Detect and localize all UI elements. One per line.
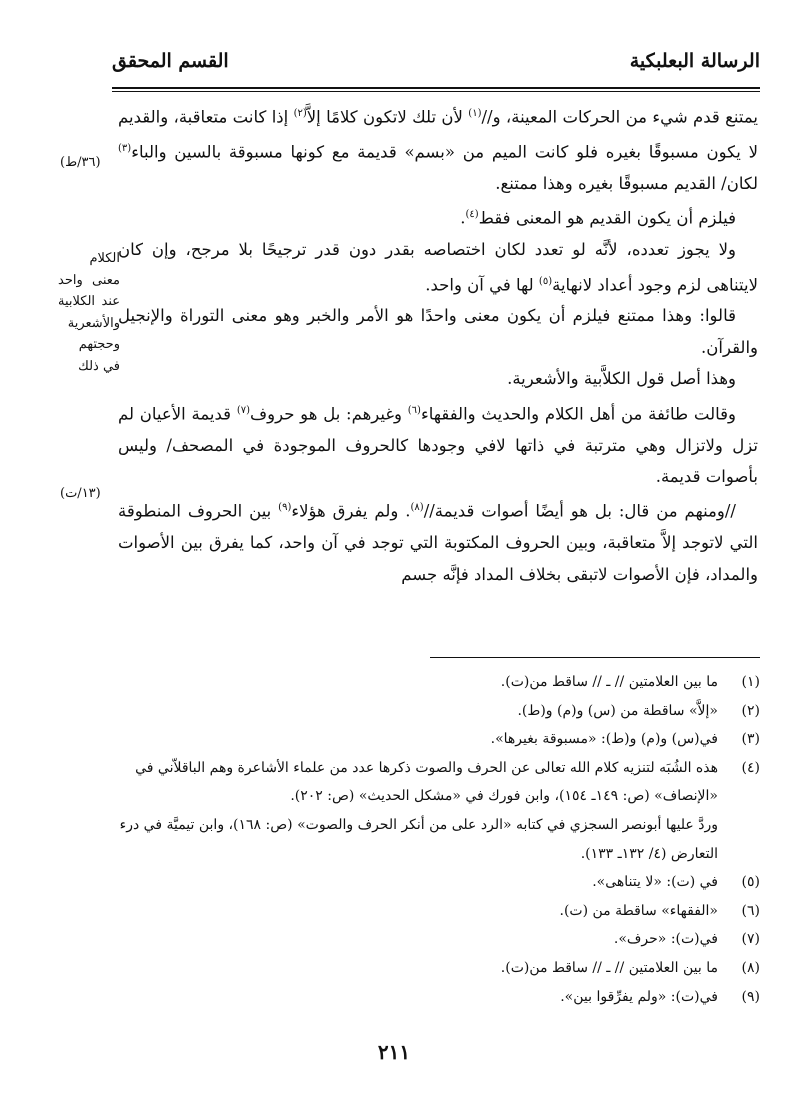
footnote-number: (٢) <box>741 702 760 719</box>
footnote-number: (٤) <box>741 759 760 776</box>
footnote-text: في(س) و(م) و(ط): «مسبوقة بغيرها». <box>490 731 718 748</box>
paragraph-1: يمتنع قدم شيء من الحركات المعينة، و//$^{(١)}$ لأن تلك لاتكون كلامًا إلاَّ$^{(٢)}$ إذا كانت متعاقبة، والقديم لا يكون مسبوقًا بغيره فلو كانت الميم من «بسم» قديمة مع كونها مسبوقة بالسين والباء$^{(٣)}$ لكان/ القديم مسبوقًا بغيره وهذا ممتنع. <box>118 107 758 193</box>
footnote-number: (٥) <box>741 874 760 891</box>
footnote-marker-6: (٦) <box>407 404 421 416</box>
footnote-marker-2: (٢) <box>293 108 307 119</box>
footnote-marker-4: (٤) <box>465 209 479 221</box>
book-title: الرسالة البعلبكية <box>629 50 760 72</box>
footnote-item <box>112 754 760 811</box>
page-number: ٢١١ <box>377 1040 411 1064</box>
footnote-item <box>112 697 760 726</box>
paragraph-7: //ومنهم من قال: بل هو أيضًا أصوات قديمة//$^{(٨)}$. ولم يفرق هؤلاء$^{(٩)}$ بين الحروف المنطوقة التي لاتوجد إلاَّ متعاقبة، وبين الحروف المكتوبة التي توجد في آن واحد، كما يفرق بين الأصوات والمداد، فإن الأصوات لاتبقى بخلاف المداد فإنَّه جسم <box>118 501 758 584</box>
footnote-number: (٣) <box>741 731 760 748</box>
margin-note: الكلام معنى واحد عند الكلابية والأشعرية وحجتهم في ذلك <box>58 251 120 374</box>
footnote-marker-5: (٥) <box>538 275 553 287</box>
footnote-item <box>112 925 760 954</box>
footnote-marker-1: (١) <box>468 108 482 119</box>
running-header <box>112 50 760 84</box>
footnote-rule <box>430 657 760 658</box>
footnote-item <box>112 983 760 1012</box>
footnote-text: هذه الشُبَه لتنزيه كلام الله تعالى عن الحرف والصوت ذكرها عدد من علماء الأشاعرة وهم الباقلاّني في «الإنصاف» (ص: ١٤٩ـ ١٥٤)، وابن فورك في «مشكل الحديث» (ص: ٢٠٢). <box>135 759 718 805</box>
footnotes <box>112 668 760 1011</box>
paragraph-3: ولا يجوز تعدده، لأنَّه لو تعدد لكان اختصاصه بقدر دون قدر ترجيحًا بلا مرجح، وإن كان لايتناهى لزم وجود أعداد لانهاية$^{(٥)}$ لها في آن واحد. <box>118 240 758 295</box>
footnote-text: ما بين العلامتين // ـ // ساقط من(ت). <box>500 959 718 976</box>
footnote-number: (٧) <box>741 931 760 948</box>
footnote-number: (١) <box>741 674 760 690</box>
main-text <box>118 98 758 590</box>
footnote-text: «الفقهاء» ساقطة من (ت). <box>559 902 718 919</box>
footnote-text: في(ت): «حرف». <box>613 931 718 948</box>
footnote-number: (٨) <box>741 959 760 976</box>
paragraph-6: وقالت طائفة من أهل الكلام والحديث والفقهاء$^{(٦)}$ وغيرهم: بل هو حروف$^{(٧)}$ قديمة الأعيان لم تزل ولاتزال وهي مترتبة في ذاتها لافي وجودها كالحروف الموجودة في المصحف/ وليس بأصوات قديمة. <box>118 404 758 486</box>
footnote-number: (٦) <box>741 902 760 919</box>
paragraph-4: قالوا: وهذا ممتنع فيلزم أن يكون معنى واحدًا هو الأمر والخبر وهو معنى التوراة والإنجيل والقرآن. <box>118 306 758 357</box>
footnote-text: «إلاَّ» ساقطة من (س) و(م) و(ط). <box>517 702 718 719</box>
footnote-item <box>112 725 760 754</box>
margin-reference-t36: (٣٦/ط) <box>60 155 101 170</box>
header-rule <box>112 87 760 89</box>
margin-reference-t13: (١٣/ت) <box>60 486 101 501</box>
footnote-number: (٩) <box>741 988 760 1005</box>
footnote-text: وردَّ عليها أبونصر السجزي في كتابه «الرد على من أنكر الحرف والصوت» (ص: ١٦٨)، وابن تيميَّة في درء التعارض (٤/ ١٣٢ـ ١٣٣). <box>119 816 718 862</box>
footnote-text: ما بين العلامتين // ـ // ساقط من(ت). <box>500 674 718 690</box>
section-title: القسم المحقق <box>112 50 229 72</box>
footnote-item <box>112 811 760 868</box>
footnote-marker-8: (٨) <box>410 502 424 514</box>
header-rule-thin <box>112 91 760 92</box>
footnote-item <box>112 668 760 697</box>
footnote-marker-3: (٣) <box>118 142 132 154</box>
footnote-item <box>112 897 760 926</box>
paragraph-2: فيلزم أن يكون القديم هو المعنى فقط$^{(٤)}$. <box>460 208 736 228</box>
footnote-marker-9: (٩) <box>278 502 292 514</box>
paragraph-5: وهذا أصل قول الكلاَّبية والأشعرية. <box>507 369 736 389</box>
footnote-item <box>112 954 760 983</box>
footnote-item <box>112 868 760 897</box>
footnote-marker-7: (٧) <box>236 404 251 416</box>
footnote-text: في (ت): «لا يتناهى». <box>592 874 718 891</box>
footnote-text: في(ت): «ولم يفرِّقوا بين». <box>560 988 718 1005</box>
